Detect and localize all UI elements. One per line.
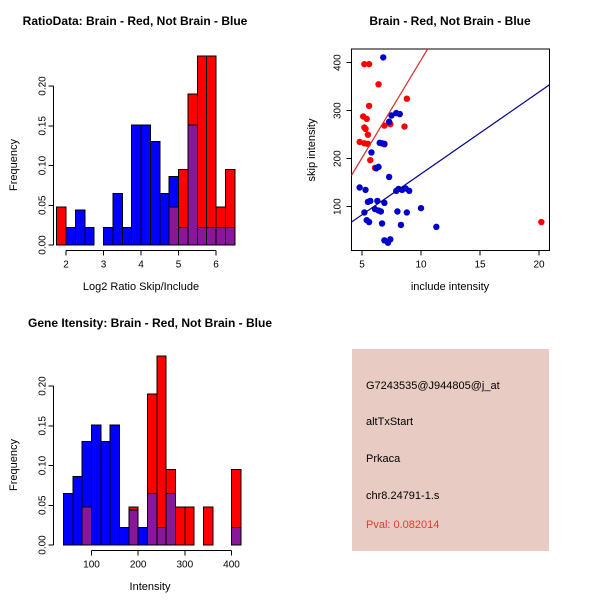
svg-text:0.15: 0.15 — [37, 116, 49, 136]
ratio-histogram-title: RatioData: Brain - Red, Not Brain - Blue — [22, 14, 248, 28]
ratio-histogram-plot — [38, 56, 235, 271]
svg-text:0.05: 0.05 — [37, 495, 49, 515]
svg-text:5: 5 — [359, 259, 365, 271]
svg-text:100: 100 — [332, 198, 344, 216]
svg-text:0.20: 0.20 — [37, 376, 49, 396]
scatter-y-axis-label: skip intensity — [306, 118, 318, 182]
gene-histogram-x-axis-label: Intensity — [129, 581, 171, 593]
svg-text:400: 400 — [223, 559, 240, 571]
svg-text:6: 6 — [213, 259, 219, 271]
svg-text:4: 4 — [138, 259, 144, 271]
svg-text:15: 15 — [474, 259, 486, 271]
svg-text:200: 200 — [129, 559, 147, 571]
svg-text:300: 300 — [176, 559, 194, 571]
svg-text:100: 100 — [83, 559, 100, 571]
scatter-title: Brain - Red, Not Brain - Blue — [369, 14, 531, 28]
svg-text:200: 200 — [332, 150, 344, 168]
intensity-scatter-panel — [300, 0, 600, 300]
svg-text:3: 3 — [100, 259, 107, 271]
gene-name-text: Prkaca — [366, 453, 401, 465]
gene-histogram-title: Gene Itensity: Brain - Red, Not Brain - Blue — [27, 316, 273, 330]
ratio-histogram-panel — [0, 0, 300, 300]
svg-text:0.00: 0.00 — [37, 235, 49, 255]
ratio-histogram-y-axis-label: Frequency — [8, 139, 20, 191]
scatter-plot — [333, 46, 551, 270]
gene-info-box — [352, 349, 549, 551]
svg-text:0.05: 0.05 — [37, 195, 49, 215]
probe-id-text: G7243535@J944805@j_at — [366, 380, 500, 392]
locus-text: chr8.24791-1.s — [366, 490, 440, 502]
pval-text: Pval: 0.082014 — [366, 519, 440, 531]
svg-text:2: 2 — [63, 259, 69, 271]
svg-text:300: 300 — [332, 102, 344, 120]
svg-text:0.10: 0.10 — [37, 455, 49, 476]
svg-text:5: 5 — [175, 259, 182, 271]
svg-text:400: 400 — [332, 54, 344, 72]
gene-histogram-y-axis-label: Frequency — [8, 439, 20, 491]
svg-text:0.00: 0.00 — [37, 535, 49, 555]
event-type-text: altTxStart — [366, 416, 414, 428]
ratio-histogram-x-axis-label: Log2 Ratio Skip/Include — [82, 281, 200, 293]
gene-intensity-histogram-panel — [0, 300, 300, 600]
svg-text:0.15: 0.15 — [37, 416, 49, 436]
svg-text:0.10: 0.10 — [37, 155, 49, 176]
svg-text:20: 20 — [533, 259, 545, 271]
svg-text:10: 10 — [415, 259, 427, 271]
gene-histogram-plot — [38, 356, 241, 571]
svg-text:0.20: 0.20 — [37, 76, 49, 96]
scatter-x-axis-label: include intensity — [410, 281, 490, 293]
